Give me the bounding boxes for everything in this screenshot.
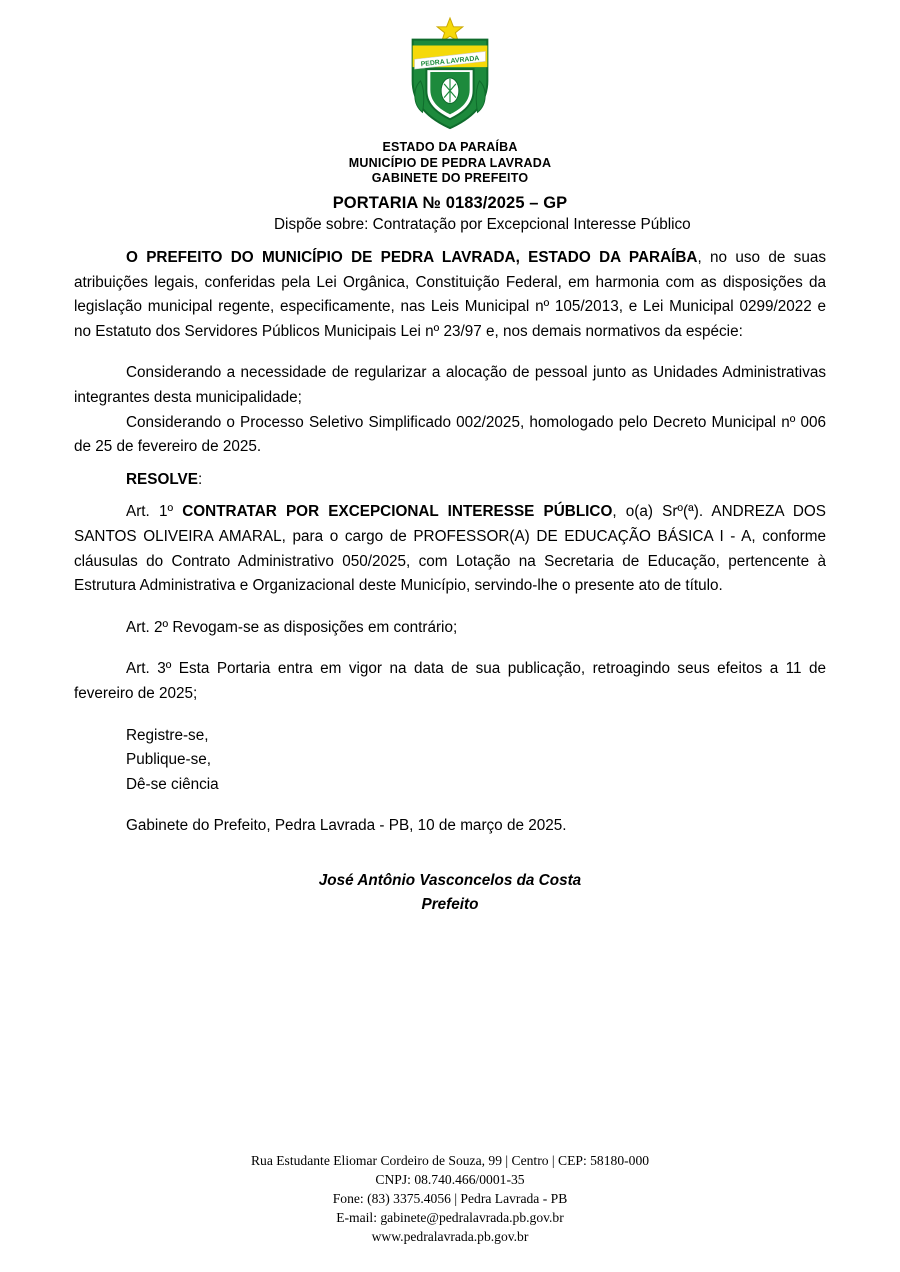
document-body bbox=[74, 246, 826, 917]
document-subject bbox=[274, 213, 826, 238]
header-municipality: MUNICÍPIO DE PEDRA LAVRADA bbox=[348, 155, 552, 170]
closing-publique-se: Publique-se, bbox=[126, 751, 212, 769]
resolve-bold: RESOLVE bbox=[126, 470, 198, 488]
paragraph-art-1 bbox=[74, 500, 826, 598]
closing-registre-se: Registre-se, bbox=[126, 726, 209, 744]
footer-address: Rua Estudante Eliomar Cordeiro de Souza, 99 | Centro | CEP: 58180-000 bbox=[250, 1153, 650, 1168]
place-and-date: Gabinete do Prefeito, Pedra Lavrada - PB, 10 de março de 2025. bbox=[126, 817, 567, 835]
document-header bbox=[74, 140, 826, 187]
art1-prefix: Art. 1º bbox=[126, 503, 183, 521]
document-footer bbox=[0, 1151, 900, 1246]
art1-rest: , o(a) Srº(ª). ANDREZA DOS SANTOS OLIVEIRA AMARAL, para o cargo de PROFESSOR(A) DE EDUCAÇÃO BÁSICA I - A, conforme cláusulas do Contrato Administrativo 050/2025, com Lotação na Secretaria de Educação, pertencente à Estrutura Administrativa e Organizacional deste Município, servindo-lhe o presente ato de título. bbox=[74, 503, 826, 595]
footer-cnpj: CNPJ: 08.740.466/0001-35 bbox=[375, 1172, 525, 1187]
preamble-rest: , no uso de suas atribuições legais, conferidas pela Lei Orgânica, Constituição Federal, em harmonia com as disposições da legislação municipal regente, especificamente, nas Leis Municipal nº 105/2013, e Lei Municipal 0299/2022 e no Estatuto dos Servidores Públicos Municipais Lei nº 23/97 e, nos demais normativos da espécie: bbox=[74, 249, 826, 340]
footer-phone: Fone: (83) 3375.4056 | Pedra Lavrada - PB bbox=[332, 1191, 568, 1206]
crest-container bbox=[74, 16, 826, 134]
signature-block bbox=[74, 869, 826, 917]
signature-name: José Antônio Vasconcelos da Costa bbox=[318, 871, 582, 889]
paragraph-considerando-1: Considerando a necessidade de regularizar a alocação de pessoal junto as Unidades Administrativas integrantes desta municipalidade; bbox=[74, 364, 826, 407]
paragraph-preamble bbox=[74, 246, 826, 344]
header-office: GABINETE DO PREFEITO bbox=[371, 171, 529, 185]
paragraph-art-2: Art. 2º Revogam-se as disposições em contrário; bbox=[126, 618, 458, 636]
svg-text:PEDRA LAVRADA: PEDRA LAVRADA bbox=[420, 55, 480, 69]
header-state: ESTADO DA PARAÍBA bbox=[382, 140, 518, 154]
coat-of-arms-icon bbox=[391, 16, 509, 134]
resolve-colon: : bbox=[197, 470, 203, 488]
subject-text: Contratação por Excepcional Interesse Público bbox=[372, 215, 691, 233]
paragraph-art-3: Art. 3º Esta Portaria entra em vigor na data de sua publicação, retroagindo seus efeitos a 11 de fevereiro de 2025; bbox=[74, 660, 826, 702]
closing-de-se-ciencia: Dê-se ciência bbox=[126, 775, 219, 793]
page-title: PORTARIA № 0183/2025 – GP bbox=[332, 193, 568, 212]
paragraph-resolve bbox=[74, 468, 826, 493]
footer-website: www.pedralavrada.pb.gov.br bbox=[371, 1229, 529, 1244]
paragraph-considerando-2: Considerando o Processo Seletivo Simplificado 002/2025, homologado pelo Decreto Municipal nº 006 de 25 de fevereiro de 2025. bbox=[74, 413, 826, 456]
footer-email: E-mail: gabinete@pedralavrada.pb.gov.br bbox=[336, 1210, 564, 1225]
subject-label: Dispõe sobre: bbox=[274, 215, 369, 233]
signature-role: Prefeito bbox=[421, 895, 479, 913]
preamble-bold: O PREFEITO DO MUNICÍPIO DE PEDRA LAVRADA, ESTADO DA PARAÍBA bbox=[126, 249, 698, 267]
art1-bold: CONTRATAR POR EXCEPCIONAL INTERESSE PÚBLICO bbox=[182, 503, 613, 521]
